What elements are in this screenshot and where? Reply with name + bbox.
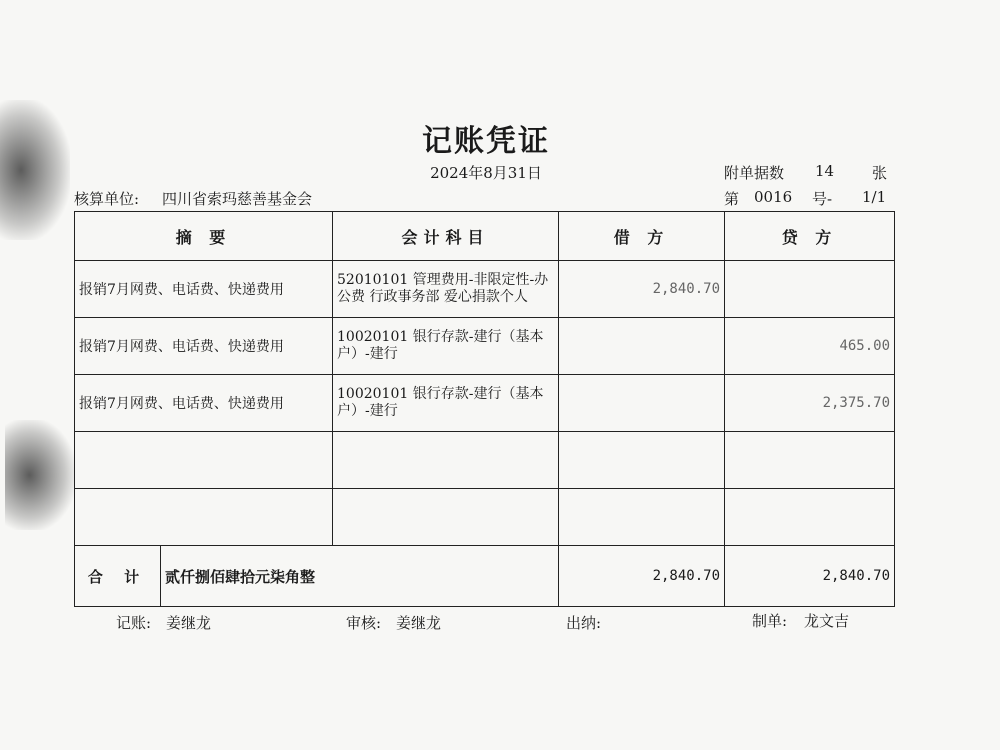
row-summary: 报销7月网费、电话费、快递费用 <box>75 261 333 318</box>
total-label: 合 计 <box>75 546 161 607</box>
voucher-date: 2024年8月31日 <box>430 164 542 182</box>
row-debit <box>559 318 725 375</box>
scan-smudge <box>5 420 75 530</box>
voucher-page: 1/1 <box>862 188 887 206</box>
row-summary <box>75 489 333 546</box>
attachments-count: 14 <box>815 162 835 180</box>
attachments-label: 附单据数 <box>724 164 785 182</box>
voucher-no-prefix: 第 <box>724 190 740 208</box>
table-row <box>75 318 895 375</box>
reviewer-name: 姜继龙 <box>396 614 442 632</box>
unit-label: 核算单位: <box>74 190 140 208</box>
bookkeeper-label: 记账: <box>116 614 152 632</box>
voucher-title: 记账凭证 <box>422 124 550 159</box>
unit-name: 四川省索玛慈善基金会 <box>162 190 313 208</box>
voucher-no-number: 0016 <box>754 188 793 206</box>
row-account: 52010101 管理费用-非限定性-办公费 行政事务部 爱心捐款个人 <box>333 261 559 318</box>
bookkeeper-name: 姜继龙 <box>166 614 212 632</box>
total-debit: 2,840.70 <box>559 546 725 607</box>
row-debit <box>559 489 725 546</box>
row-credit <box>725 489 895 546</box>
row-account: 10020101 银行存款-建行（基本户）-建行 <box>333 375 559 432</box>
total-credit: 2,840.70 <box>725 546 895 607</box>
row-summary <box>75 432 333 489</box>
row-account <box>333 489 559 546</box>
table-row <box>75 261 895 318</box>
total-amount-words: 贰仟捌佰肆拾元柒角整 <box>161 546 559 607</box>
header-credit: 贷 方 <box>725 212 895 261</box>
row-debit <box>559 375 725 432</box>
table-row <box>75 375 895 432</box>
row-debit: 2,840.70 <box>559 261 725 318</box>
header-debit: 借 方 <box>559 212 725 261</box>
voucher-table <box>74 211 895 607</box>
voucher-no-suffix: 号- <box>812 190 833 208</box>
reviewer-label: 审核: <box>346 614 382 632</box>
row-account <box>333 432 559 489</box>
cashier-label: 出纳: <box>566 614 602 632</box>
preparer-name: 龙文吉 <box>804 612 850 630</box>
table-row <box>75 432 895 489</box>
preparer-label: 制单: <box>752 612 788 630</box>
attachments-unit: 张 <box>872 164 888 182</box>
row-credit: 2,375.70 <box>725 375 895 432</box>
header-summary: 摘 要 <box>75 212 333 261</box>
header-account: 会计科目 <box>333 212 559 261</box>
row-summary: 报销7月网费、电话费、快递费用 <box>75 318 333 375</box>
table-header-row <box>75 212 895 261</box>
total-row <box>75 546 895 607</box>
row-debit <box>559 432 725 489</box>
row-summary: 报销7月网费、电话费、快递费用 <box>75 375 333 432</box>
row-credit <box>725 432 895 489</box>
row-account: 10020101 银行存款-建行（基本户）-建行 <box>333 318 559 375</box>
row-credit: 465.00 <box>725 318 895 375</box>
row-credit <box>725 261 895 318</box>
table-row <box>75 489 895 546</box>
